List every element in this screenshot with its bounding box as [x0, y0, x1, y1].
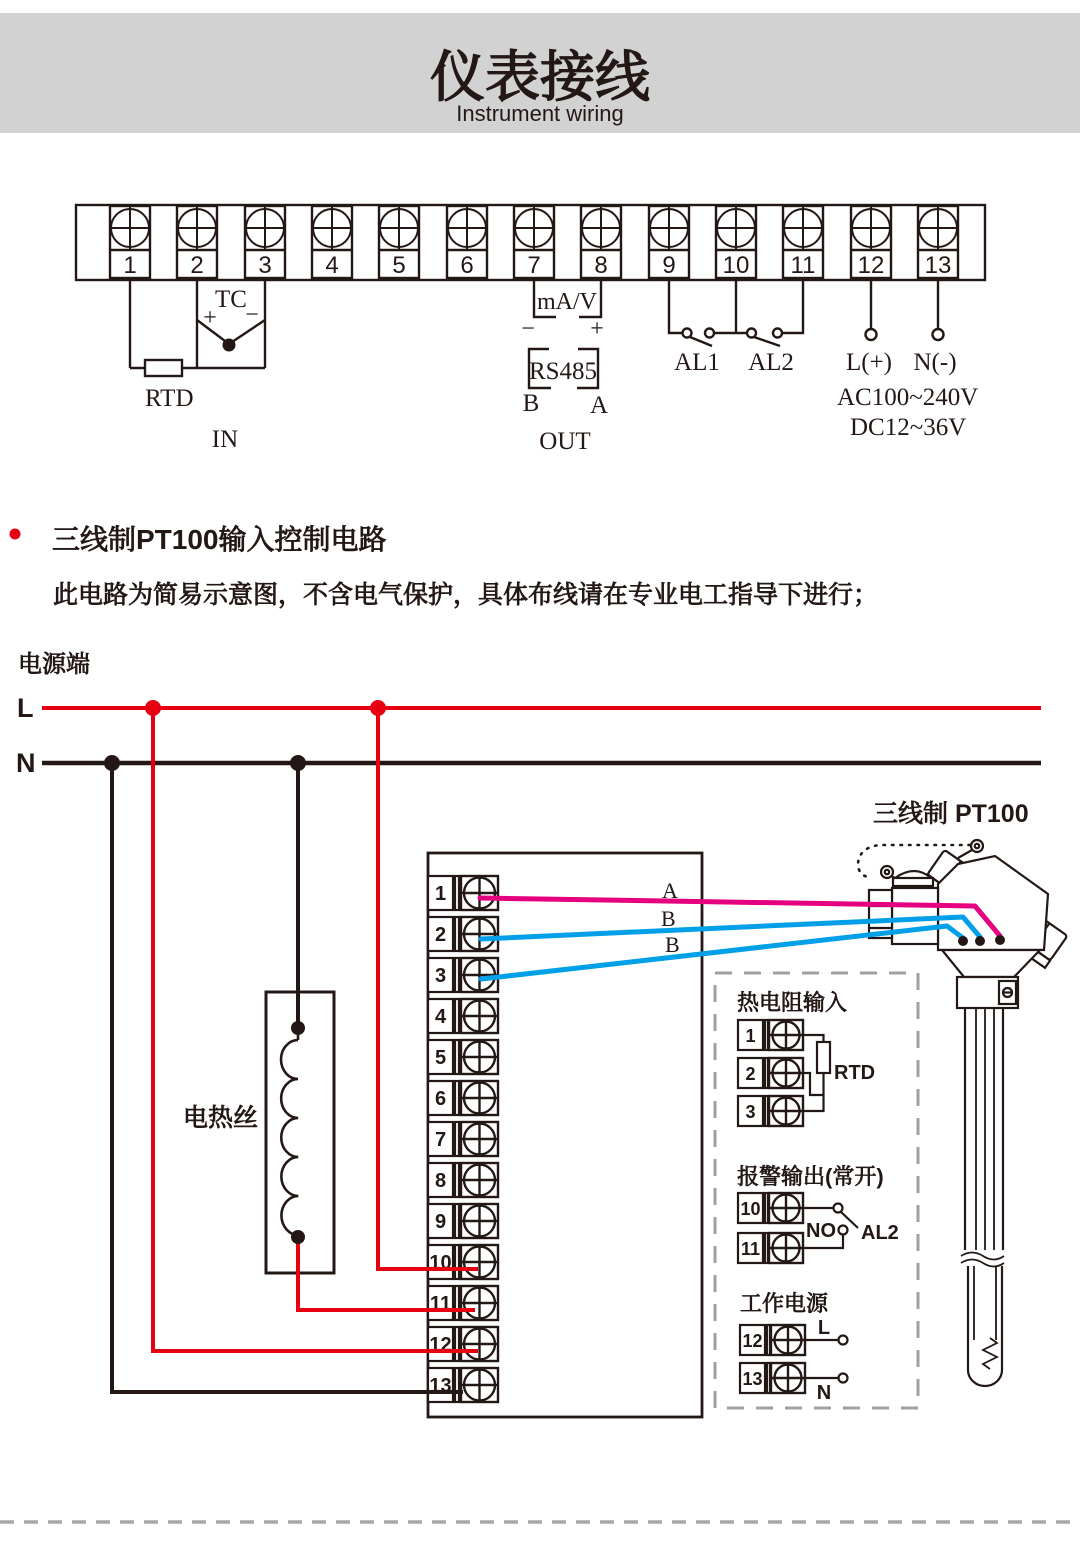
svg-text:10: 10	[722, 252, 750, 279]
svg-text:8: 8	[594, 252, 608, 279]
svg-text:4: 4	[325, 252, 339, 279]
rtd-resistor	[145, 360, 182, 376]
tc-junction-dot	[223, 339, 236, 352]
n-junction-dot	[104, 755, 120, 771]
wire-label-b2: B	[665, 932, 680, 957]
detail-rtd-label: RTD	[834, 1062, 876, 1084]
svg-text:9: 9	[434, 1211, 447, 1233]
detail-rtd-resistor	[817, 1042, 830, 1073]
svg-text:11: 11	[429, 1293, 452, 1315]
sensor-head-body	[938, 856, 1048, 950]
mav-label: mA/V	[537, 289, 597, 315]
sensor-terminal-dot	[975, 936, 985, 946]
bullet-icon	[10, 529, 21, 540]
svg-text:11: 11	[790, 252, 816, 279]
svg-text:1: 1	[434, 883, 447, 905]
svg-text:3: 3	[434, 965, 447, 987]
wire-label-b1: B	[661, 906, 676, 931]
svg-text:12: 12	[429, 1334, 452, 1356]
svg-text:12: 12	[857, 252, 885, 279]
detail-alarm-numbers	[740, 1199, 760, 1259]
probe-break	[961, 1253, 1004, 1260]
svg-text:7: 7	[527, 252, 541, 279]
eyelet-icon	[971, 840, 983, 852]
svg-text:6: 6	[434, 1088, 447, 1110]
ac-range-label: AC100~240V	[837, 384, 979, 411]
rs485-label: RS485	[528, 358, 598, 385]
page-title: 仪表接线	[429, 46, 651, 108]
alarm-contacts	[669, 280, 803, 346]
section-heading: 三线制PT100输入控制电路	[52, 524, 387, 555]
sensor-label: 三线制 PT100	[873, 800, 1029, 828]
svg-text:13: 13	[429, 1375, 452, 1397]
detail-power-numbers	[742, 1331, 762, 1389]
page-subtitle: Instrument wiring	[456, 101, 624, 126]
svg-text:6: 6	[460, 252, 474, 279]
mav-minus: −	[521, 316, 535, 342]
dc-range-label: DC12~36V	[850, 414, 967, 441]
svg-text:3: 3	[258, 252, 272, 279]
al1-label: AL1	[674, 349, 720, 376]
sensor-element-zigzag	[983, 1338, 997, 1369]
svg-text:1: 1	[745, 1026, 756, 1046]
tc-plus: +	[203, 305, 217, 331]
rs485-a: A	[589, 392, 609, 419]
l-junction-dot	[370, 700, 386, 716]
svg-text:9: 9	[662, 252, 676, 279]
power-terminals-top	[866, 280, 944, 340]
svg-text:5: 5	[434, 1047, 447, 1069]
power-side-label: 电源端	[18, 651, 90, 678]
svg-text:13: 13	[924, 252, 952, 279]
sensor-terminal-dot	[958, 936, 968, 946]
tc-minus: −	[245, 302, 259, 328]
detail-n-label: N	[816, 1382, 832, 1404]
sensor-neck	[942, 950, 1040, 977]
svg-text:2: 2	[434, 924, 447, 946]
svg-text:4: 4	[434, 1006, 447, 1028]
n-bus-label: N	[16, 748, 36, 778]
svg-text:5: 5	[392, 252, 406, 279]
svg-text:2: 2	[190, 252, 204, 279]
svg-text:1: 1	[123, 252, 137, 279]
svg-text:10: 10	[740, 1199, 761, 1219]
heater-top-dot	[291, 1021, 305, 1035]
sensor-terminal-dot	[995, 935, 1005, 945]
working-power-title: 工作电源	[740, 1291, 829, 1316]
svg-text:8: 8	[434, 1170, 447, 1192]
heater-label: 电热丝	[182, 1104, 258, 1132]
svg-text:11: 11	[740, 1239, 761, 1259]
in-label: IN	[211, 426, 239, 453]
svg-text:7: 7	[434, 1129, 447, 1151]
svg-text:2: 2	[745, 1064, 756, 1084]
alarm-output-title: 报警输出(常开)	[737, 1164, 884, 1189]
no-contact-label: NO	[806, 1220, 836, 1242]
heater-bottom-dot	[291, 1230, 305, 1244]
svg-text:12: 12	[742, 1331, 763, 1351]
l-junction-dot	[145, 700, 161, 716]
l-bus-label: L	[17, 693, 34, 723]
svg-text:10: 10	[429, 1252, 452, 1274]
svg-text:3: 3	[745, 1102, 756, 1122]
tc-label: TC	[215, 286, 247, 313]
svg-text:13: 13	[742, 1369, 763, 1389]
l-plus-label: L(+)	[845, 349, 893, 376]
detail-l-label: L	[817, 1317, 831, 1339]
rtd-input-title: 热电阻输入	[737, 990, 848, 1015]
detail-al2-label: AL2	[861, 1222, 899, 1244]
n-minus-label: N(-)	[913, 349, 957, 376]
section-note: 此电路为简易示意图，不含电气保护，具体布线请在专业电工指导下进行；	[53, 581, 879, 609]
out-label: OUT	[539, 428, 591, 455]
detail-rtd-numbers	[745, 1026, 755, 1122]
al2-label: AL2	[748, 349, 794, 376]
wire-label-a: A	[662, 878, 678, 903]
rtd-label: RTD	[145, 385, 194, 412]
mav-plus: +	[590, 316, 604, 342]
n-junction-dot	[290, 755, 306, 771]
rs485-b: B	[522, 390, 540, 417]
